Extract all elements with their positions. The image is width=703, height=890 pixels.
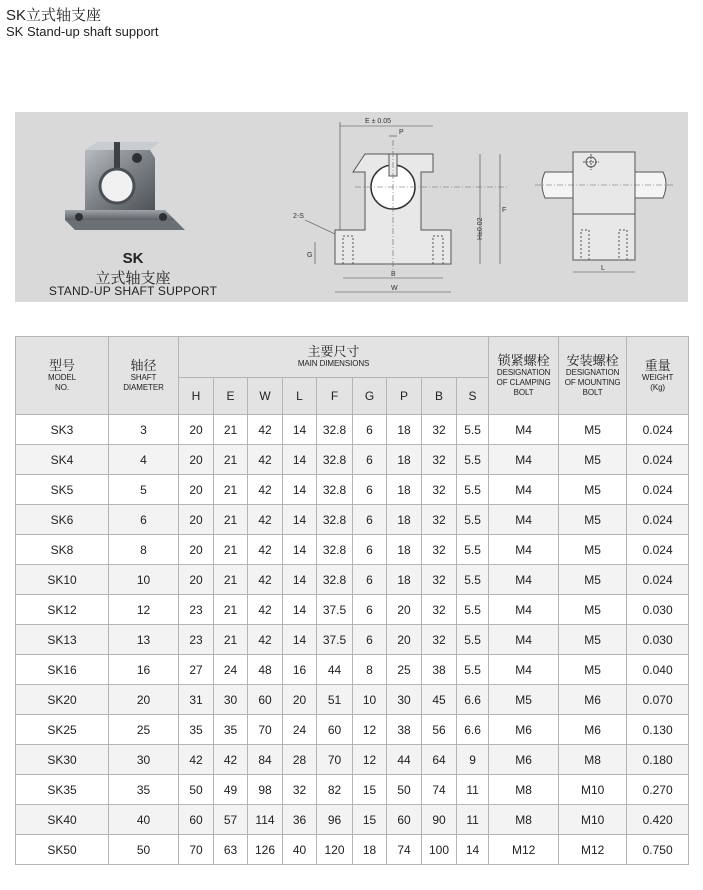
header-main-dimensions: 主要尺寸 MAIN DIMENSIONS (179, 337, 489, 378)
table-cell: 35 (179, 715, 214, 745)
table-cell: 6 (109, 505, 179, 535)
table-cell: 32 (283, 775, 317, 805)
table-cell: M12 (489, 835, 559, 865)
table-cell: M4 (489, 565, 559, 595)
table-cell: 0.070 (627, 685, 689, 715)
table-cell: 6 (353, 415, 387, 445)
table-cell: 6.6 (457, 715, 489, 745)
table-cell: 15 (353, 805, 387, 835)
table-cell: 56 (422, 715, 457, 745)
table-cell: 12 (353, 715, 387, 745)
table-cell: 11 (457, 805, 489, 835)
table-cell: 6 (353, 445, 387, 475)
table-cell: 32.8 (317, 565, 353, 595)
header-weight: 重量 WEIGHT (Kg) (627, 337, 689, 415)
table-cell: 21 (214, 505, 248, 535)
table-cell: M5 (489, 685, 559, 715)
table-row (16, 685, 689, 715)
table-cell: 37.5 (317, 625, 353, 655)
table-row (16, 595, 689, 625)
table-cell: M8 (559, 745, 627, 775)
table-cell: M4 (489, 655, 559, 685)
table-cell: 42 (248, 505, 283, 535)
table-cell: 0.030 (627, 595, 689, 625)
table-cell: 21 (214, 415, 248, 445)
table-cell: 5.5 (457, 445, 489, 475)
dim-w-label: W (391, 285, 398, 292)
table-cell: 32 (422, 625, 457, 655)
table-cell: 14 (457, 835, 489, 865)
header-dim-s: S (457, 378, 489, 415)
table-cell: 21 (214, 565, 248, 595)
table-cell: SK10 (16, 565, 109, 595)
table-cell: 84 (248, 745, 283, 775)
table-row (16, 625, 689, 655)
table-cell: 3 (109, 415, 179, 445)
table-cell: 32.8 (317, 535, 353, 565)
product-model-label: SK (122, 250, 144, 267)
table-cell: 30 (109, 745, 179, 775)
table-cell: 0.024 (627, 505, 689, 535)
table-cell: 0.270 (627, 775, 689, 805)
table-row (16, 445, 689, 475)
table-cell: 50 (179, 775, 214, 805)
table-cell: 6 (353, 475, 387, 505)
table-row (16, 655, 689, 685)
table-cell: 6 (353, 565, 387, 595)
table-cell: 31 (179, 685, 214, 715)
table-cell: 32 (422, 535, 457, 565)
table-cell: 32 (422, 415, 457, 445)
table-cell: 44 (317, 655, 353, 685)
table-row (16, 565, 689, 595)
table-cell: 14 (283, 475, 317, 505)
table-cell: 42 (214, 745, 248, 775)
table-cell: 30 (387, 685, 422, 715)
table-cell: 35 (214, 715, 248, 745)
table-cell: 32.8 (317, 505, 353, 535)
table-cell: 100 (422, 835, 457, 865)
table-cell: M8 (489, 805, 559, 835)
table-cell: 0.180 (627, 745, 689, 775)
table-cell: M4 (489, 505, 559, 535)
table-cell: 6.6 (457, 685, 489, 715)
table-row (16, 475, 689, 505)
table-cell: 37.5 (317, 595, 353, 625)
shaft-support-photo (45, 130, 195, 250)
table-cell: SK13 (16, 625, 109, 655)
product-name-zh: 立式轴支座 (95, 270, 171, 287)
table-cell: 18 (387, 475, 422, 505)
table-cell: 126 (248, 835, 283, 865)
dim-s-label: 2-S (293, 213, 304, 220)
table-cell: M6 (489, 715, 559, 745)
table-cell: 28 (283, 745, 317, 775)
table-cell: M4 (489, 475, 559, 505)
table-cell: 13 (109, 625, 179, 655)
table-cell: 82 (317, 775, 353, 805)
table-cell: 32 (422, 565, 457, 595)
side-view-drawing (535, 132, 675, 282)
table-cell: 32.8 (317, 475, 353, 505)
table-cell: 23 (179, 625, 214, 655)
table-cell: 20 (179, 505, 214, 535)
table-cell: 25 (387, 655, 422, 685)
table-cell: 0.024 (627, 445, 689, 475)
table-cell: SK25 (16, 715, 109, 745)
table-cell: 50 (109, 835, 179, 865)
dim-f-label: F (502, 207, 507, 214)
table-cell: 6 (353, 625, 387, 655)
table-cell: 0.750 (627, 835, 689, 865)
table-cell: 8 (109, 535, 179, 565)
table-cell: 18 (353, 835, 387, 865)
table-cell: 51 (317, 685, 353, 715)
table-cell: 6 (353, 505, 387, 535)
table-cell: 64 (422, 745, 457, 775)
table-cell: 74 (422, 775, 457, 805)
table-cell: M10 (559, 805, 627, 835)
table-cell: 20 (179, 445, 214, 475)
table-cell: M10 (559, 775, 627, 805)
table-cell: 6 (353, 535, 387, 565)
table-cell: SK3 (16, 415, 109, 445)
table-cell: 114 (248, 805, 283, 835)
table-cell: 70 (317, 745, 353, 775)
table-cell: 5.5 (457, 625, 489, 655)
dim-l-label: L (601, 265, 605, 272)
page-title-zh: SK立式轴支座 (6, 7, 102, 24)
table-cell: 12 (353, 745, 387, 775)
table-cell: 9 (457, 745, 489, 775)
dim-p-label: P (399, 129, 404, 136)
table-cell: 20 (179, 415, 214, 445)
table-row (16, 745, 689, 775)
table-cell: 40 (283, 835, 317, 865)
table-cell: 27 (179, 655, 214, 685)
table-cell: 21 (214, 625, 248, 655)
table-cell: 57 (214, 805, 248, 835)
table-cell: 98 (248, 775, 283, 805)
table-cell: 70 (248, 715, 283, 745)
header-dim-b: B (422, 378, 457, 415)
table-cell: M6 (489, 745, 559, 775)
table-cell: 48 (248, 655, 283, 685)
table-cell: 24 (283, 715, 317, 745)
table-cell: 38 (422, 655, 457, 685)
table-cell: 42 (248, 475, 283, 505)
table-cell: 5.5 (457, 565, 489, 595)
table-cell: 21 (214, 475, 248, 505)
table-cell: M6 (559, 715, 627, 745)
table-cell: 60 (179, 805, 214, 835)
table-row (16, 535, 689, 565)
table-cell: 5.5 (457, 535, 489, 565)
table-cell: 42 (248, 595, 283, 625)
table-cell: 32 (422, 475, 457, 505)
table-cell: M5 (559, 445, 627, 475)
table-cell: SK40 (16, 805, 109, 835)
table-cell: M4 (489, 535, 559, 565)
header-dim-f: F (317, 378, 353, 415)
table-cell: 23 (179, 595, 214, 625)
table-cell: M4 (489, 595, 559, 625)
table-cell: 18 (387, 445, 422, 475)
table-cell: 63 (214, 835, 248, 865)
table-cell: 5.5 (457, 505, 489, 535)
table-cell: 25 (109, 715, 179, 745)
table-cell: 42 (179, 745, 214, 775)
table-row (16, 835, 689, 865)
table-cell: 14 (283, 505, 317, 535)
table-cell: 14 (283, 445, 317, 475)
table-cell: 16 (283, 655, 317, 685)
table-row (16, 775, 689, 805)
table-cell: M5 (559, 655, 627, 685)
table-cell: 6 (353, 595, 387, 625)
table-cell: 16 (109, 655, 179, 685)
table-cell: 20 (109, 685, 179, 715)
table-cell: 20 (387, 595, 422, 625)
table-cell: 60 (387, 805, 422, 835)
table-cell: 42 (248, 625, 283, 655)
table-cell: 21 (214, 535, 248, 565)
table-cell: M6 (559, 685, 627, 715)
table-cell: 60 (248, 685, 283, 715)
table-cell: 40 (109, 805, 179, 835)
table-cell: 96 (317, 805, 353, 835)
header-dim-g: G (353, 378, 387, 415)
product-illustration-band (15, 112, 688, 302)
table-cell: 0.024 (627, 565, 689, 595)
table-cell: 74 (387, 835, 422, 865)
table-cell: 32 (422, 445, 457, 475)
table-cell: M5 (559, 535, 627, 565)
table-cell: SK30 (16, 745, 109, 775)
table-cell: 10 (109, 565, 179, 595)
table-cell: 20 (179, 565, 214, 595)
table-cell: SK16 (16, 655, 109, 685)
table-cell: 32 (422, 505, 457, 535)
table-cell: 20 (179, 475, 214, 505)
table-cell: 60 (317, 715, 353, 745)
table-cell: 42 (248, 415, 283, 445)
table-cell: 32.8 (317, 445, 353, 475)
table-cell: 18 (387, 505, 422, 535)
table-cell: SK12 (16, 595, 109, 625)
table-cell: 42 (248, 535, 283, 565)
table-cell: 18 (387, 535, 422, 565)
table-cell: 20 (283, 685, 317, 715)
table-cell: 44 (387, 745, 422, 775)
table-cell: 24 (214, 655, 248, 685)
table-cell: 42 (248, 565, 283, 595)
table-cell: 5.5 (457, 415, 489, 445)
header-dim-w: W (248, 378, 283, 415)
table-row (16, 805, 689, 835)
dim-b-label: B (391, 271, 396, 278)
table-cell: SK20 (16, 685, 109, 715)
table-cell: 0.024 (627, 535, 689, 565)
table-cell: 5.5 (457, 655, 489, 685)
table-cell: M4 (489, 445, 559, 475)
product-name-en: STAND-UP SHAFT SUPPORT (48, 284, 218, 298)
table-row (16, 715, 689, 745)
table-cell: 21 (214, 445, 248, 475)
table-cell: M5 (559, 505, 627, 535)
table-cell: SK5 (16, 475, 109, 505)
header-dim-h: H (179, 378, 214, 415)
table-cell: 0.030 (627, 625, 689, 655)
table-cell: 14 (283, 625, 317, 655)
table-cell: 0.024 (627, 475, 689, 505)
table-cell: 42 (248, 445, 283, 475)
table-cell: M5 (559, 475, 627, 505)
table-cell: 20 (179, 535, 214, 565)
table-cell: 14 (283, 565, 317, 595)
table-cell: 12 (109, 595, 179, 625)
table-cell: M12 (559, 835, 627, 865)
table-cell: 5.5 (457, 595, 489, 625)
table-cell: M4 (489, 415, 559, 445)
table-cell: 38 (387, 715, 422, 745)
table-cell: SK4 (16, 445, 109, 475)
table-cell: SK50 (16, 835, 109, 865)
table-cell: 18 (387, 415, 422, 445)
table-cell: 45 (422, 685, 457, 715)
table-cell: M4 (489, 625, 559, 655)
table-cell: 15 (353, 775, 387, 805)
table-row (16, 505, 689, 535)
table-cell: 90 (422, 805, 457, 835)
table-cell: 120 (317, 835, 353, 865)
table-cell: M5 (559, 415, 627, 445)
table-cell: 14 (283, 595, 317, 625)
table-cell: 20 (387, 625, 422, 655)
table-cell: 0.024 (627, 415, 689, 445)
dim-g-label: G (307, 252, 313, 259)
table-cell: 18 (387, 565, 422, 595)
table-cell: 8 (353, 655, 387, 685)
table-cell: SK8 (16, 535, 109, 565)
table-cell: 32 (422, 595, 457, 625)
dim-e-label: E ± 0.05 (365, 118, 392, 125)
table-cell: 14 (283, 535, 317, 565)
table-cell: 36 (283, 805, 317, 835)
table-cell: 5.5 (457, 475, 489, 505)
table-cell: 4 (109, 445, 179, 475)
table-cell: SK35 (16, 775, 109, 805)
table-cell: 30 (214, 685, 248, 715)
table-cell: 5 (109, 475, 179, 505)
page-title-en: SK Stand-up shaft support (6, 24, 159, 39)
header-clamping-bolt: 锁紧螺栓 DESIGNATION OF CLAMPING BOLT (489, 337, 559, 415)
header-dim-p: P (387, 378, 422, 415)
table-cell: 0.420 (627, 805, 689, 835)
table-cell: 35 (109, 775, 179, 805)
specification-table (15, 336, 689, 865)
table-cell: 11 (457, 775, 489, 805)
front-view-drawing (285, 112, 525, 302)
table-cell: 0.040 (627, 655, 689, 685)
table-cell: 14 (283, 415, 317, 445)
table-cell: 49 (214, 775, 248, 805)
header-dim-e: E (214, 378, 248, 415)
dim-h-label: H±0.02 (477, 217, 484, 240)
table-cell: SK6 (16, 505, 109, 535)
header-dim-l: L (283, 378, 317, 415)
table-cell: M5 (559, 565, 627, 595)
header-model: 型号 MODEL NO. (16, 337, 109, 415)
table-cell: 70 (179, 835, 214, 865)
table-cell: 10 (353, 685, 387, 715)
table-cell: 32.8 (317, 415, 353, 445)
table-cell: 0.130 (627, 715, 689, 745)
header-mounting-bolt: 安装螺栓 DESIGNATION OF MOUNTING BOLT (559, 337, 627, 415)
table-cell: M5 (559, 595, 627, 625)
header-shaft-diameter: 轴径 SHAFT DIAMETER (109, 337, 179, 415)
table-cell: 21 (214, 595, 248, 625)
table-cell: 50 (387, 775, 422, 805)
table-cell: M8 (489, 775, 559, 805)
table-cell: M5 (559, 625, 627, 655)
table-row (16, 415, 689, 445)
